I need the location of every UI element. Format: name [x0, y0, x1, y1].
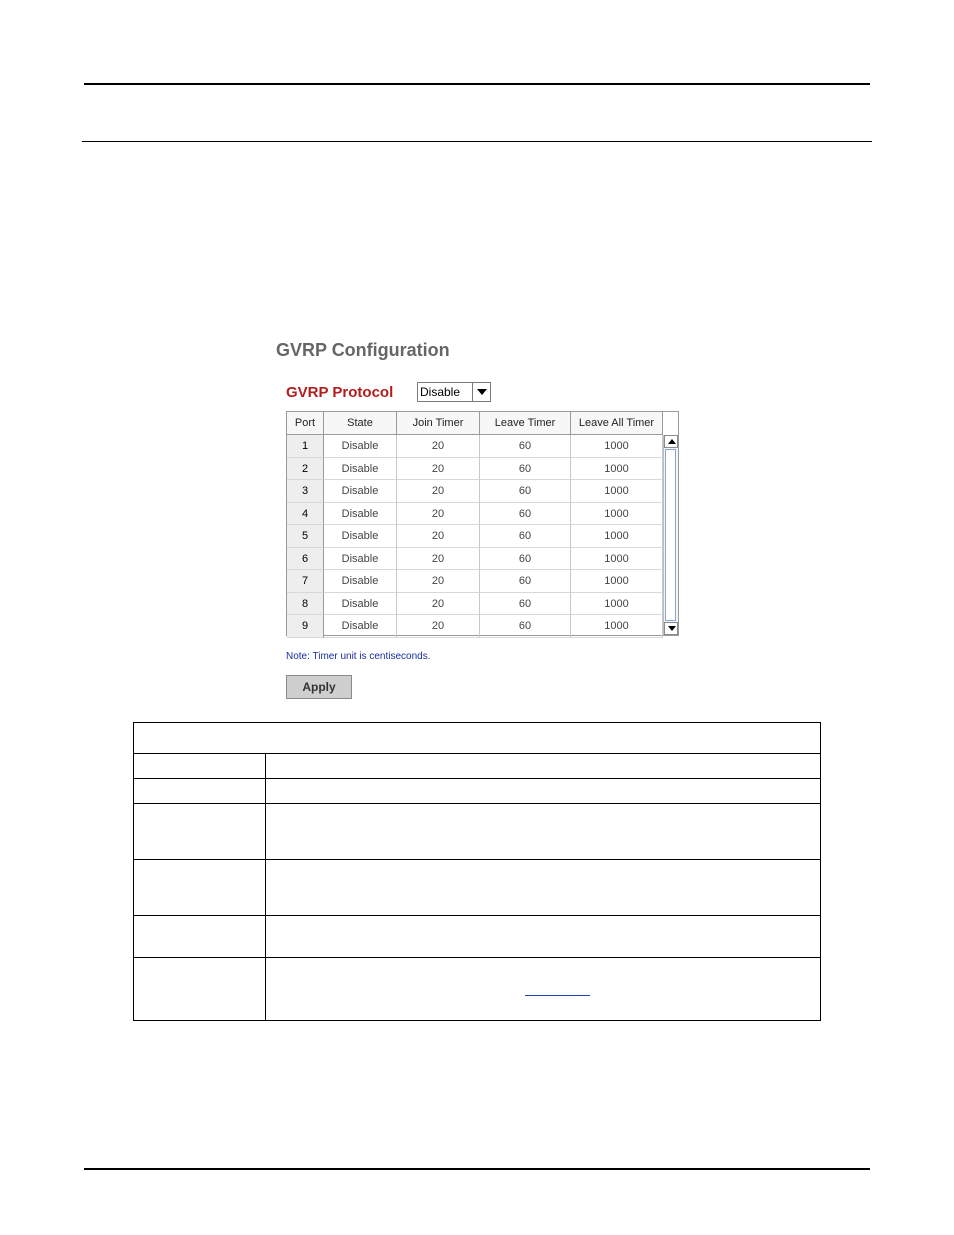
leave-timer-cell: 60 — [480, 503, 571, 526]
gvrp-protocol-select[interactable] — [417, 382, 491, 402]
leave-timer-cell: 60 — [480, 458, 571, 481]
leave-timer-cell: 60 — [480, 435, 571, 458]
port-cell: 9 — [287, 615, 324, 638]
leave-all-timer-cell: 1000 — [571, 458, 663, 481]
description-table — [133, 722, 821, 1021]
scroll-up-arrow-icon[interactable] — [664, 435, 678, 448]
table-row — [287, 593, 663, 616]
footer-rule — [84, 1168, 870, 1170]
table-row — [287, 435, 663, 458]
table-header — [287, 412, 663, 435]
table-divider — [134, 859, 820, 860]
table-row — [287, 525, 663, 548]
table-row — [287, 570, 663, 593]
state-cell: Disable — [324, 548, 397, 571]
state-cell: Disable — [324, 503, 397, 526]
leave-timer-cell: 60 — [480, 570, 571, 593]
leave-all-timer-cell: 1000 — [571, 615, 663, 638]
join-timer-cell: 20 — [397, 503, 480, 526]
scrollbar-thumb[interactable] — [665, 449, 676, 621]
leave-all-timer-cell: 1000 — [571, 503, 663, 526]
table-scrollbar[interactable] — [663, 435, 678, 635]
table-row — [287, 480, 663, 503]
state-cell: Disable — [324, 480, 397, 503]
state-cell: Disable — [324, 435, 397, 458]
leave-all-timer-cell: 1000 — [571, 435, 663, 458]
column-header-leave-all-timer: Leave All Timer — [571, 412, 663, 435]
table-divider — [134, 957, 820, 958]
chevron-down-icon[interactable] — [472, 383, 490, 401]
hyperlink[interactable] — [525, 995, 590, 996]
column-header-join-timer: Join Timer — [397, 412, 480, 435]
port-cell: 6 — [287, 548, 324, 571]
leave-timer-cell: 60 — [480, 480, 571, 503]
gvrp-protocol-label: GVRP Protocol — [286, 384, 394, 401]
apply-button[interactable]: Apply — [286, 675, 352, 699]
leave-timer-cell: 60 — [480, 593, 571, 616]
table-row — [287, 548, 663, 571]
port-cell: 8 — [287, 593, 324, 616]
leave-all-timer-cell: 1000 — [571, 570, 663, 593]
gvrp-port-table — [286, 411, 679, 636]
table-divider — [134, 803, 820, 804]
table-divider — [134, 778, 820, 779]
page-title: GVRP Configuration — [276, 340, 450, 360]
table-row — [287, 458, 663, 481]
table-body — [287, 435, 663, 638]
port-cell: 2 — [287, 458, 324, 481]
leave-all-timer-cell: 1000 — [571, 480, 663, 503]
column-header-state: State — [324, 412, 397, 435]
join-timer-cell: 20 — [397, 593, 480, 616]
port-cell: 5 — [287, 525, 324, 548]
join-timer-cell: 20 — [397, 525, 480, 548]
table-divider — [134, 753, 820, 754]
column-header-port: Port — [287, 412, 324, 435]
join-timer-cell: 20 — [397, 458, 480, 481]
leave-timer-cell: 60 — [480, 548, 571, 571]
timer-unit-note: Note: Timer unit is centiseconds. — [286, 651, 431, 662]
port-cell: 3 — [287, 480, 324, 503]
join-timer-cell: 20 — [397, 570, 480, 593]
state-cell: Disable — [324, 593, 397, 616]
join-timer-cell: 20 — [397, 480, 480, 503]
header-rule — [84, 83, 870, 85]
state-cell: Disable — [324, 525, 397, 548]
column-header-leave-timer: Leave Timer — [480, 412, 571, 435]
join-timer-cell: 20 — [397, 435, 480, 458]
join-timer-cell: 20 — [397, 548, 480, 571]
state-cell: Disable — [324, 615, 397, 638]
table-row — [287, 615, 663, 638]
leave-all-timer-cell: 1000 — [571, 525, 663, 548]
table-row — [287, 503, 663, 526]
leave-all-timer-cell: 1000 — [571, 548, 663, 571]
state-cell: Disable — [324, 458, 397, 481]
leave-all-timer-cell: 1000 — [571, 593, 663, 616]
table-divider — [134, 915, 820, 916]
scroll-down-arrow-icon[interactable] — [664, 622, 678, 635]
gvrp-protocol-value: Disable — [420, 385, 461, 399]
join-timer-cell: 20 — [397, 615, 480, 638]
table-column-divider — [265, 754, 266, 1020]
port-cell: 4 — [287, 503, 324, 526]
leave-timer-cell: 60 — [480, 525, 571, 548]
header-rule-lower — [82, 141, 872, 142]
leave-timer-cell: 60 — [480, 615, 571, 638]
port-cell: 7 — [287, 570, 324, 593]
port-cell: 1 — [287, 435, 324, 458]
state-cell: Disable — [324, 570, 397, 593]
